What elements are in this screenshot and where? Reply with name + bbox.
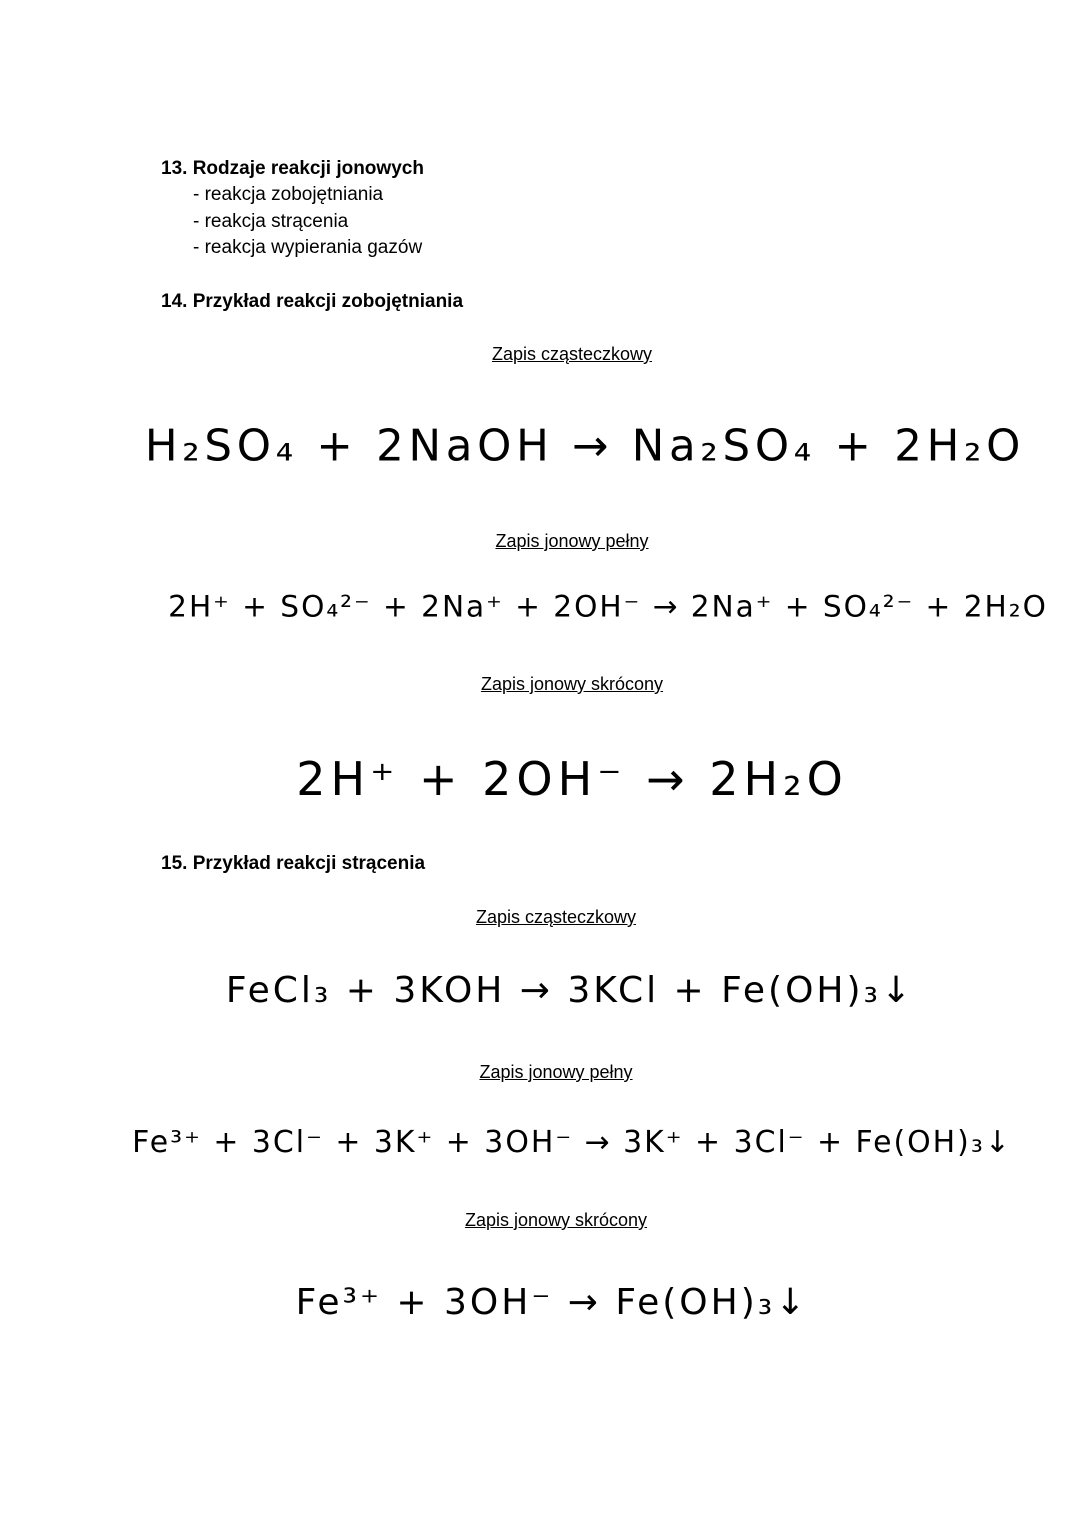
equation-net-ionic: 2H⁺ + 2OH⁻ → 2H₂O — [296, 752, 848, 806]
caption-full-ionic: Zapis jonowy pełny — [479, 1062, 633, 1082]
caption-molecular: Zapis cząsteczkowy — [475, 907, 637, 927]
section-15-title: 15. Przykład reakcji strącenia — [161, 853, 426, 874]
equation-molecular: H₂SO₄ + 2NaOH → Na₂SO₄ + 2H₂O — [144, 420, 1026, 472]
section-14-title: 14. Przykład reakcji zobojętniania — [161, 291, 464, 312]
equation-net-ionic: Fe³⁺ + 3OH⁻ → Fe(OH)₃↓ — [295, 1282, 809, 1323]
caption-molecular: Zapis cząsteczkowy — [491, 344, 653, 364]
list-item: - reakcja zobojętniania — [193, 184, 384, 205]
equation-full-ionic: Fe³⁺ + 3Cl⁻ + 3K⁺ + 3OH⁻ → 3K⁺ + 3Cl⁻ + Fe(OH)₃↓ — [132, 1125, 1012, 1160]
list-item: - reakcja strącenia — [193, 211, 349, 232]
list-item: - reakcja wypierania gazów — [193, 237, 423, 258]
caption-net-ionic: Zapis jonowy skrócony — [464, 1210, 648, 1230]
equation-full-ionic: 2H⁺ + SO₄²⁻ + 2Na⁺ + 2OH⁻ → 2Na⁺ + SO₄²⁻ + 2H₂O — [168, 590, 1048, 625]
section-13-title: 13. Rodzaje reakcji jonowych — [161, 158, 424, 179]
caption-full-ionic: Zapis jonowy pełny — [495, 531, 649, 551]
caption-net-ionic: Zapis jonowy skrócony — [480, 674, 664, 694]
equation-molecular: FeCl₃ + 3KOH → 3KCl + Fe(OH)₃↓ — [225, 970, 915, 1011]
